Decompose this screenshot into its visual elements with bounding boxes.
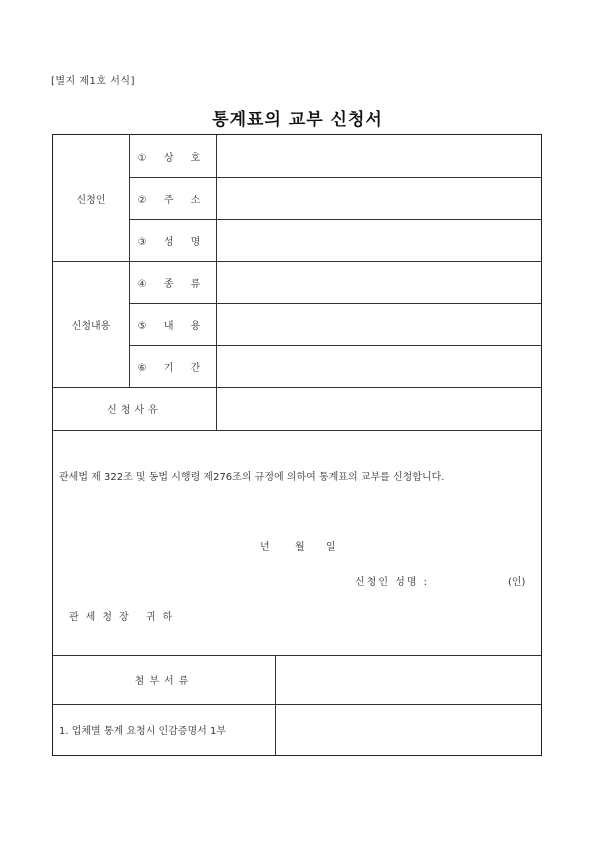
address-field[interactable]	[217, 177, 541, 219]
applicant-group-label: 신청인	[76, 194, 106, 206]
name-field[interactable]	[217, 219, 541, 261]
type-label: ④ 종 류	[137, 278, 208, 290]
request-group-label: 신청내용	[71, 320, 111, 332]
name-label: ③ 성 명	[137, 236, 208, 248]
addressee: 관세청장 귀하	[69, 612, 180, 623]
period-field[interactable]	[217, 345, 541, 387]
attachments-label: 첨부서류	[134, 676, 194, 687]
attachments-header-blank	[276, 655, 541, 704]
address-label: ② 주 소	[137, 194, 208, 206]
seal-mark: (인)	[508, 577, 526, 588]
form-number-label: [별지 제1호 서식]	[51, 76, 135, 87]
attachment-item-field[interactable]	[276, 704, 541, 755]
application-statement: 관세법 제 322조 및 동법 시행령 제276조의 규정에 의하여 통계표의 교부를 신청합니다.	[59, 472, 445, 483]
document-title: 통계표의 교부 신청서	[212, 110, 383, 130]
day-label: 일	[326, 542, 336, 553]
month-label: 월	[295, 542, 305, 553]
attachment-item: 1. 업체별 통계 요청시 인감증명서 1부	[59, 726, 227, 737]
year-label: 년	[260, 542, 270, 553]
type-field[interactable]	[217, 261, 541, 303]
business-name-label: ① 상 호	[137, 152, 208, 164]
reason-label: 신청사유	[107, 405, 162, 416]
period-label: ⑥ 기 간	[137, 362, 208, 374]
reason-field[interactable]	[217, 387, 541, 430]
content-field[interactable]	[217, 303, 541, 345]
signature-label: 신청인 성명 :	[355, 577, 430, 588]
application-form-table	[52, 134, 542, 756]
business-name-field[interactable]	[217, 135, 541, 177]
content-label: ⑤ 내 용	[137, 320, 208, 332]
